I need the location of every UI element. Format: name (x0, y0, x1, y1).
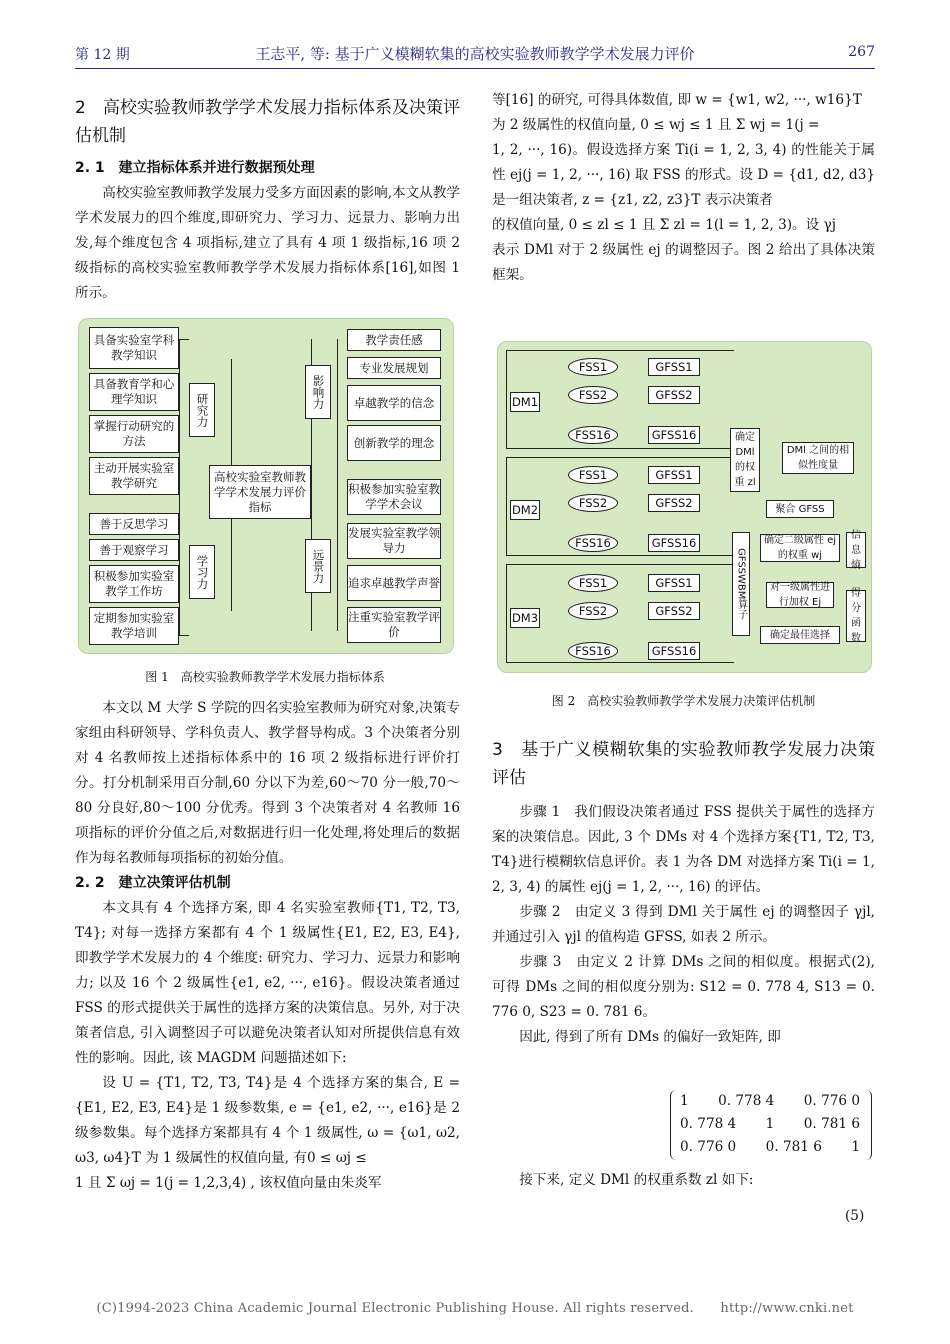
matrix-equation (540, 1090, 870, 1160)
para-r3: 1, 2, ···, 16)。假设选择方案 Ti(i = 1, 2, 3, 4) 的性能关于属性 ej(j = 1, 2, ···, 16) 取 FSS 的形式。设 D = {d1, d2, d3}是一组决策者, z = {z1, z2, z3}T 表示决策者 (492, 142, 875, 208)
figure-1-caption: 图 1 高校实验教师教学学术发展力指标体系 (145, 670, 385, 684)
para-weight-def: 接下来, 定义 DMl 的权重系数 zl 如下: (519, 1172, 754, 1188)
fig2-fss-2-dm3: FSS2 (568, 602, 618, 620)
fig1-right-item-6: 发展实验室教学领导力 (347, 523, 441, 559)
left-column-lower (75, 696, 460, 1196)
fig1-left-item-1: 具备实验室学科教学知识 (89, 327, 179, 369)
fig2-fss-16-dm2: FSS16 (568, 534, 618, 552)
s-12: 0. 778 4 (718, 1093, 775, 1109)
right-column-end (492, 1168, 875, 1193)
fig2-score-box: 得分函数 (846, 590, 866, 642)
step-2: 步骤 2 由定义 3 得到 DMl 关于属性 ej 的调整因子 γjl, 并通过引入 γjl 的值构造 GFSS, 如表 2 所示。 (492, 904, 875, 945)
para-2-2-a: 本文具有 4 个选择方案, 即 4 名实验室教师{T1, T2, T3, T4}; 对每一选择方案都有 4 个 1 级属性{E1, E2, E3, E4}, 即教学学术发展力的 4 个维度: 研究力、学习力、远景力和影响力; 以及 16 个 2 级属性{e1, e2, ···, e16}。假设决策者通过 FSS 的形式提供关于属性的选择方案的决策信息。另外, 对于决策者信息, 引入调整因子可以避免决策者认知对所提供信息有效性的影响。因此, 该 MAGDM 问题描述如下: (75, 900, 460, 1066)
right-column (492, 88, 875, 288)
fig2-fss-16: FSS16 (568, 426, 618, 444)
fig2-fss-1: FSS1 (568, 358, 618, 376)
fig2-gfss-2-dm3: GFSS2 (648, 602, 700, 620)
s-22: 1 (765, 1116, 775, 1132)
para-2-1-a: 高校实验室教师教学发展力受多方面因素的影响,本文从教学学术发展力的四个维度,即研究力、学习力、远景力、影响力出发,每个维度包含 4 项指标,建立了具有 4 项 1 级指标,16 项 2 级指标的高校实验室教师教学学术发展力指标体系[16],如图 1 所示。 (75, 185, 460, 301)
fig2-gfss-16-dm3: GFSS16 (648, 642, 700, 660)
para-preference: 因此, 得到了所有 DMs 的偏好一致矩阵, 即 (519, 1029, 781, 1045)
fig2-fss-2: FSS2 (568, 386, 618, 404)
fig2-fss-2-dm2: FSS2 (568, 494, 618, 512)
fig2-fss-1-dm2: FSS1 (568, 466, 618, 484)
step-3: 步骤 3 由定义 2 计算 DMs 之间的相似度。根据式(2), 可得 DMs 之间的相似度分别为: S12 = 0. 778 4, S13 = 0. 776 0, S23 = 0. 781 6。 (492, 954, 875, 1020)
fig2-dm-1: DM1 (510, 392, 540, 412)
fig2-aggregate-box: 聚合 GFSS (766, 500, 834, 518)
copyright-footer: (C)1994-2023 China Academic Journal Electronic Publishing House. All rights reserved. http://www.cnki.net (96, 1301, 854, 1316)
figure-1 (78, 318, 454, 654)
fig1-right-item-3: 卓越教学的信念 (347, 385, 441, 421)
section-2-2-title: 2. 2 建立决策评估机制 (75, 875, 231, 891)
fig1-left-item-5: 善于反思学习 (89, 513, 179, 535)
s-33: 1 (851, 1139, 860, 1155)
fig2-gfss-1: GFSS1 (648, 358, 700, 376)
fig2-operator: GFSSWBM算子 (732, 532, 750, 636)
fig1-dim-vision: 远景力 (305, 539, 331, 593)
s-31: 0. 776 0 (680, 1139, 737, 1155)
fig2-second-weight-box: 确定二级属性 ej 的权重 wj (760, 534, 840, 562)
fig2-gfss-16-dm2: GFSS16 (648, 534, 700, 552)
issue-number: 第 12 期 (75, 47, 130, 63)
fig2-fss-16-dm3: FSS16 (568, 642, 618, 660)
fig1-dim-influence: 影响力 (305, 365, 331, 419)
s-11: 1 (680, 1093, 689, 1109)
fig2-best-box: 确定最佳选择 (760, 626, 840, 644)
fig1-dim-learning: 学习力 (189, 545, 215, 599)
header-title: 王志平, 等: 基于广义模糊软集的高校实验教师教学学术发展力评价 (255, 45, 695, 63)
fig2-entropy-box: 信息熵 (846, 532, 866, 568)
s-23: 0. 781 6 (803, 1116, 860, 1132)
fig1-right-item-4: 创新教学的理念 (347, 425, 441, 461)
fig2-dm-2: DM2 (510, 500, 540, 520)
fig1-right-item-1: 教学责任感 (347, 329, 441, 351)
fig1-right-item-8: 注重实验室教学评价 (347, 607, 441, 643)
fig1-center-box: 高校实验室教师教学学术发展力评价指标 (209, 465, 311, 519)
right-column-lower (492, 736, 875, 1050)
s-13: 0. 776 0 (803, 1093, 860, 1109)
para-2-1-b: 本文以 M 大学 S 学院的四名实验室教师为研究对象,决策专家组由科研领导、学科负责人、教学督导构成。3 个决策者分别对 4 名教师按上述指标体系中的 16 项 2 级指标进行评价打分。打分机制采用百分制,60 分以下为差,60～70 分一般,70～80 分良好,80～100 分优秀。得到 3 个决策者对 4 名教师 16 项指标的评价分值之后,对数据进行归一化处理,将处理后的数据作为每名教师每项指标的初始分值。 (75, 700, 460, 866)
section-3-title: 3 基于广义模糊软集的实验教师教学发展力决策评估 (492, 740, 875, 788)
fig1-left-item-3: 掌握行动研究的方法 (89, 415, 179, 453)
running-header (75, 40, 875, 69)
para-r1: 等[16] 的研究, 可得具体数值, 即 w = {w1, w2, ···, w16}T (492, 92, 862, 108)
para-r2: 为 2 级属性的权值向量, 0 ≤ wj ≤ 1 且 Σ wj = 1(j = (492, 117, 820, 133)
left-column (75, 94, 460, 306)
fig2-gfss-1-dm2: GFSS1 (648, 466, 700, 484)
s-32: 0. 781 6 (765, 1139, 822, 1155)
fig2-weight-box: 确定 DMl 的权重 zl (730, 428, 760, 492)
fig1-dim-research: 研究力 (189, 383, 215, 437)
para-r5: 表示 DMl 对于 2 级属性 ej 的调整因子。图 2 给出了具体决策框架。 (492, 242, 875, 283)
fig1-left-item-4: 主动开展实验室教学研究 (89, 457, 179, 495)
fig1-right-item-5: 积极参加实验室教学学术会议 (347, 479, 441, 515)
fig1-left-item-6: 善于观察学习 (89, 539, 179, 561)
fig2-first-weight-box: 对一级属性进行加权 Ej (766, 582, 834, 608)
para-2-2-c: 1 且 Σ ωj = 1(j = 1,2,3,4) , 该权值向量由朱炎军 (75, 1175, 382, 1191)
section-2-title: 2 高校实验教师教学学术发展力指标体系及决策评估机制 (75, 98, 460, 146)
fig1-left-item-8: 定期参加实验室教学培训 (89, 607, 179, 645)
figure-2 (497, 341, 872, 673)
figure-2-caption: 图 2 高校实验教师教学学术发展力决策评估机制 (551, 694, 816, 708)
para-r4: 的权值向量, 0 ≤ zl ≤ 1 且 Σ zl = 1(l = 1, 2, 3)。设 γj (492, 217, 836, 233)
fig1-left-item-2: 具备教育学和心理学知识 (89, 373, 179, 411)
fig2-gfss-1-dm3: GFSS1 (648, 574, 700, 592)
s-21: 0. 778 4 (680, 1116, 737, 1132)
fig2-gfss-2-dm2: GFSS2 (648, 494, 700, 512)
fig2-gfss-2: GFSS2 (648, 386, 700, 404)
section-2-1-title: 2. 1 建立指标体系并进行数据预处理 (75, 160, 315, 176)
fig2-dm-3: DM3 (510, 608, 540, 628)
fig2-similarity-box: DMl 之间的相似性度量 (782, 442, 854, 474)
para-2-2-b: 设 U = {T1, T2, T3, T4}是 4 个选择方案的集合, E = {E1, E2, E3, E4}是 1 级参数集, e = {e1, e2, ···, e16}是 2 级参数集。每个选择方案都具有 4 个 1 级属性, ω = {ω1, ω2, ω3, ω4}T 为 1 级属性的权值向量, 有0 ≤ ωj ≤ (75, 1075, 460, 1166)
fig1-right-item-2: 专业发展规划 (347, 357, 441, 379)
fig2-fss-1-dm3: FSS1 (568, 574, 618, 592)
equation-5-label: (5) (845, 1208, 865, 1224)
fig1-right-item-7: 追求卓越教学声誉 (347, 565, 441, 601)
fig2-gfss-16: GFSS16 (648, 426, 700, 444)
page-number: 267 (848, 44, 875, 60)
fig1-left-item-7: 积极参加实验室教学工作坊 (89, 565, 179, 603)
step-1: 步骤 1 我们假设决策者通过 FSS 提供关于属性的选择方案的决策信息。因此, 3 个 DMs 对 4 个选择方案{T1, T2, T3, T4}进行模糊软信息评价。表 1 为各 DM 对选择方案 Ti(i = 1, 2, 3, 4) 的属性 ej(j = 1, 2, ···, 16) 的评估。 (492, 804, 875, 895)
